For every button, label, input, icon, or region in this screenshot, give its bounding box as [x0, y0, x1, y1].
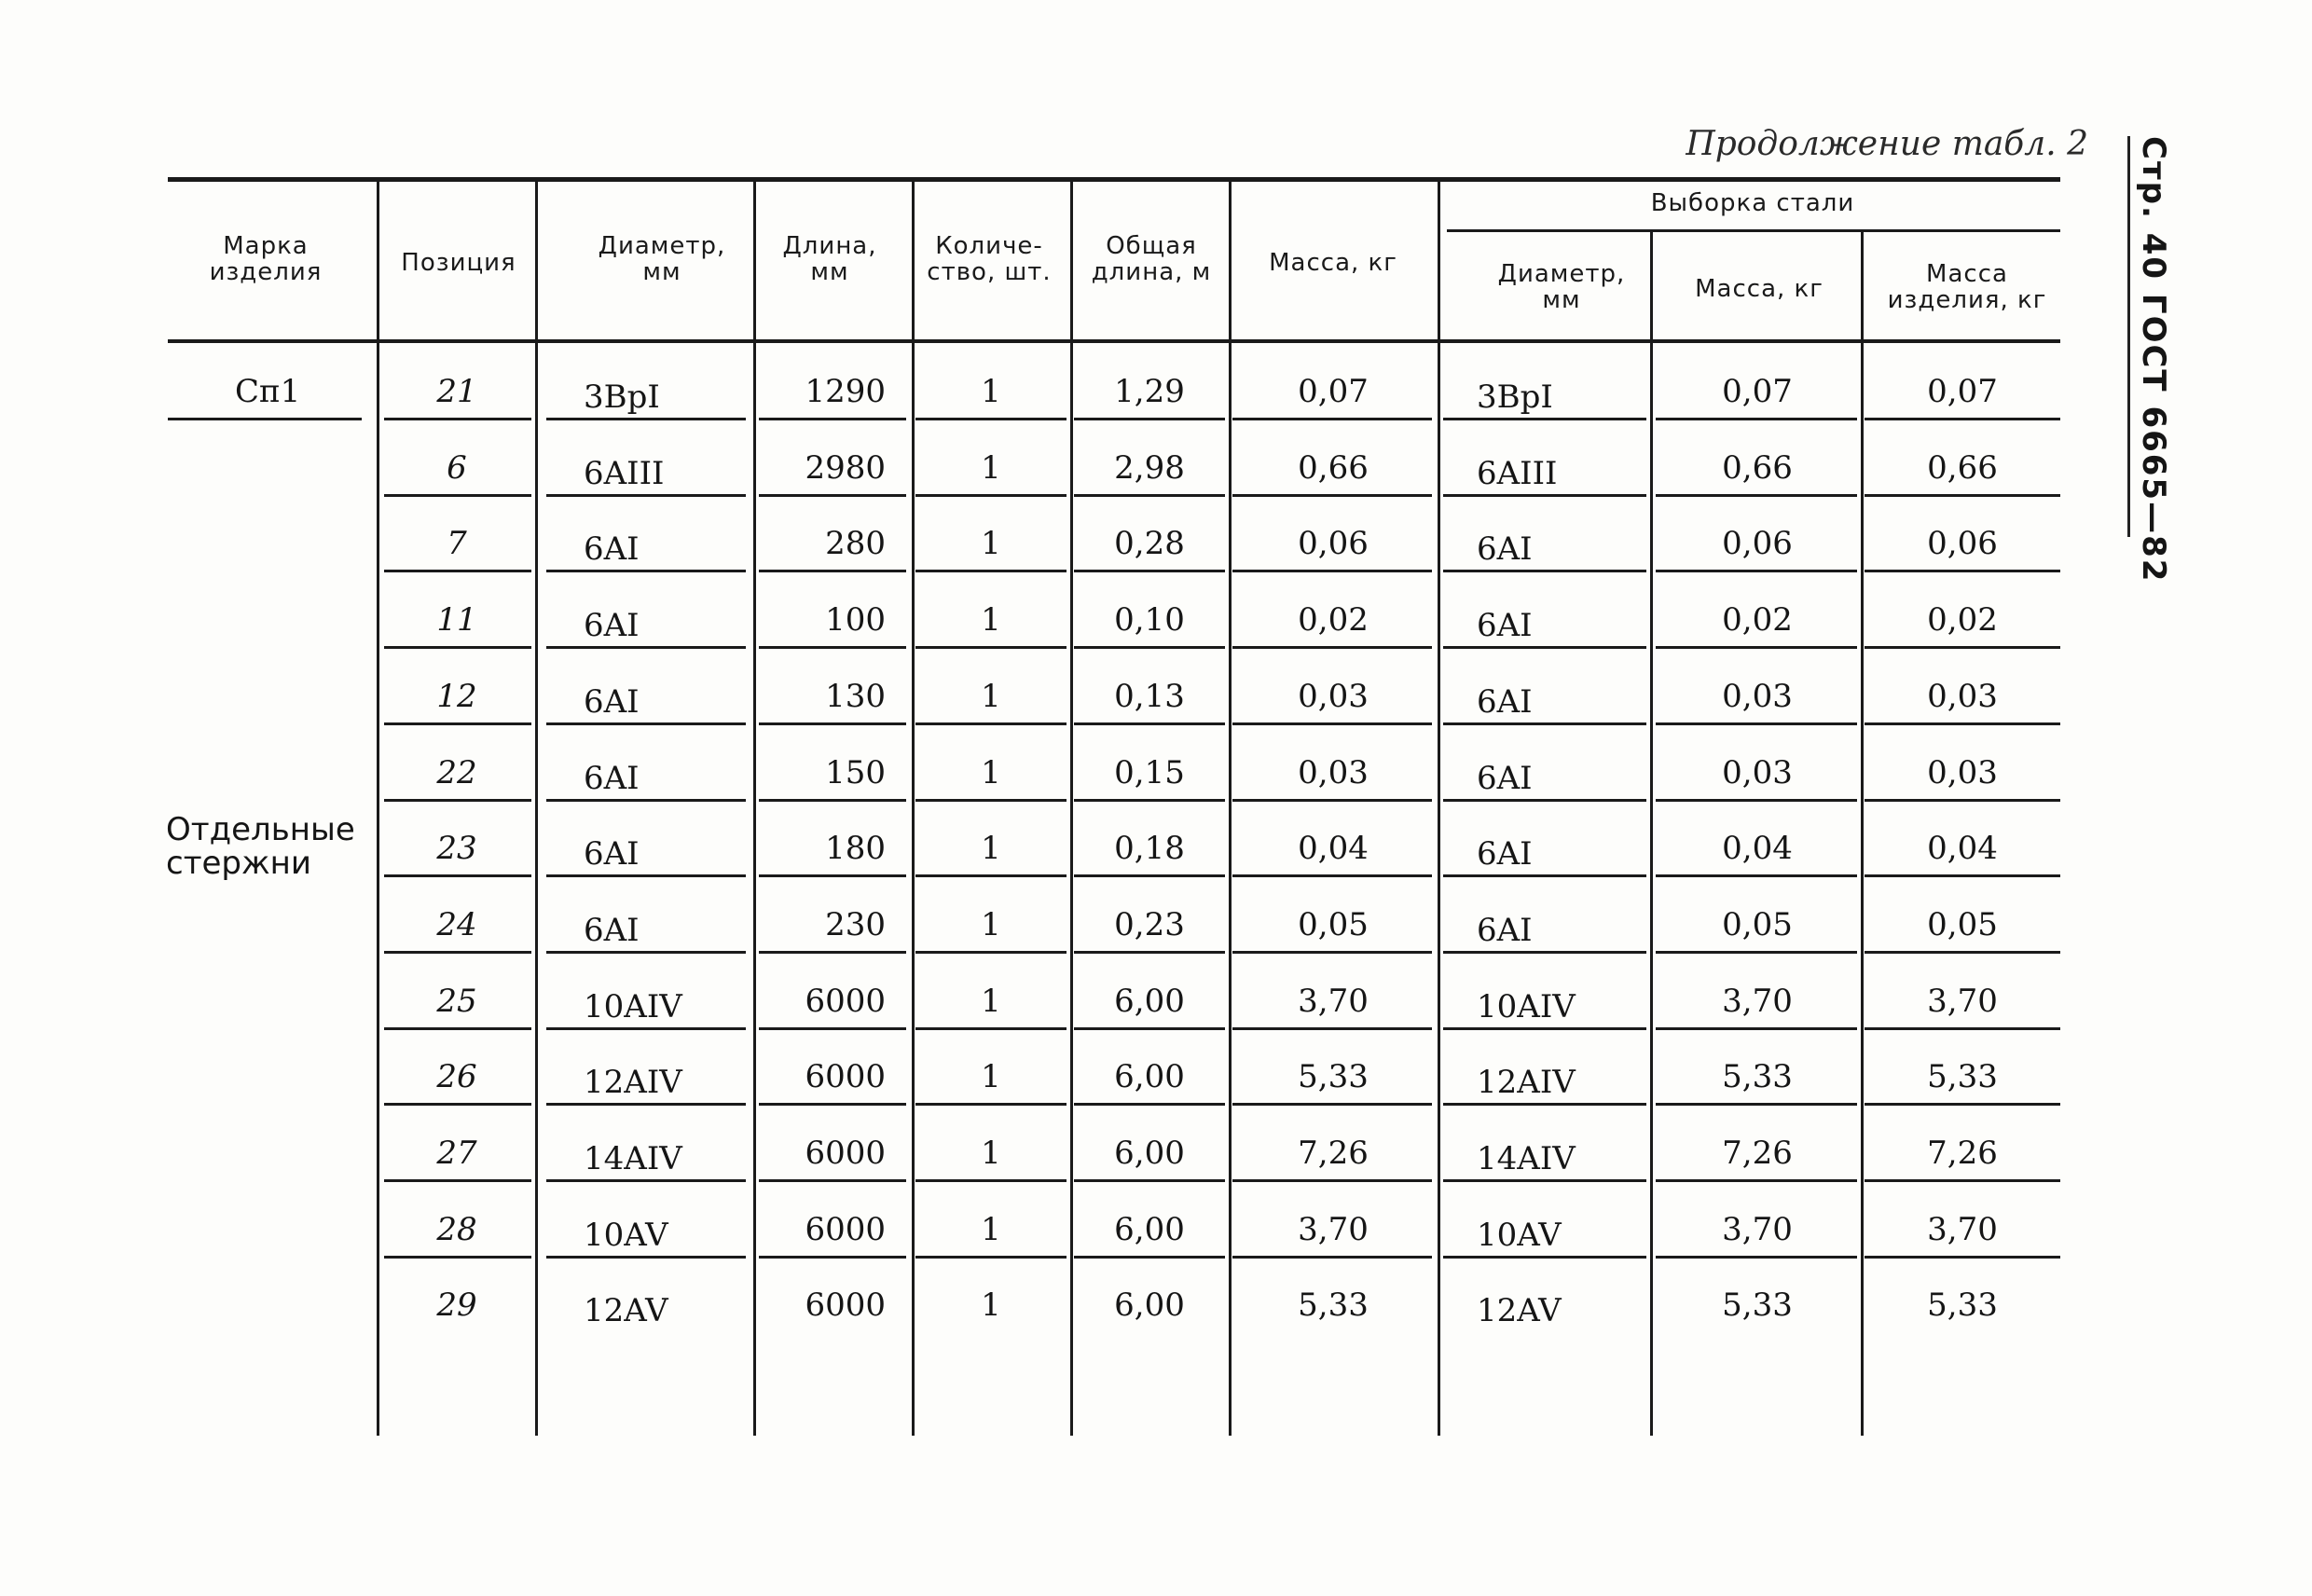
cell-total-length: 6,00 — [1114, 1286, 1185, 1325]
row-underline — [1232, 570, 1432, 572]
row-underline — [1074, 874, 1225, 877]
continuation-title: Продолжение табл. 2 — [1686, 125, 2088, 163]
cell-position: 24 — [436, 905, 477, 943]
cell-quantity: 1 — [981, 1135, 1001, 1172]
cell-position: 11 — [436, 601, 477, 640]
cell-sel-diameter: 12AIV — [1477, 1064, 1576, 1102]
cell-sel-diameter: 12AV — [1477, 1292, 1562, 1330]
cell-total-length: 6,00 — [1114, 982, 1185, 1020]
row-underline — [546, 874, 746, 877]
cell-mass: 0,02 — [1298, 601, 1369, 640]
col-divider-2 — [535, 182, 538, 1436]
side-page-header — [2131, 136, 2172, 584]
cell-sel-product-mass: 7,26 — [1927, 1135, 1998, 1172]
row-underline — [1865, 874, 2060, 877]
row-underline — [1656, 951, 1857, 954]
row-underline — [546, 1027, 746, 1030]
row-underline — [759, 418, 906, 420]
cell-sel-mass: 3,70 — [1722, 982, 1793, 1020]
cell-total-length: 6,00 — [1114, 1210, 1185, 1248]
row-underline — [1865, 1179, 2060, 1182]
row-underline — [915, 1179, 1067, 1182]
cell-quantity: 1 — [981, 905, 1001, 943]
cell-sel-mass: 0,07 — [1722, 373, 1793, 410]
cell-position: 28 — [436, 1210, 477, 1248]
row-underline — [759, 1179, 906, 1182]
row-underline — [546, 494, 746, 497]
row-underline — [546, 722, 746, 725]
row-underline — [546, 646, 746, 649]
row-underline — [915, 494, 1067, 497]
cell-diameter: 6AI — [584, 835, 640, 874]
cell-sel-diameter: 6AIII — [1477, 454, 1558, 492]
col-divider-6 — [1229, 182, 1232, 1436]
row-underline — [1443, 1256, 1646, 1259]
row-underline — [1232, 1027, 1432, 1030]
row-underline — [546, 799, 746, 802]
row-underline — [1074, 1103, 1225, 1106]
row-underline — [1656, 570, 1857, 572]
row-underline — [1865, 494, 2060, 497]
cell-sel-diameter: 6AI — [1477, 530, 1533, 569]
cell-quantity: 1 — [981, 677, 1001, 715]
row-underline — [1656, 799, 1857, 802]
cell-quantity: 1 — [981, 830, 1001, 868]
row-underline — [1443, 646, 1646, 649]
cell-sel-product-mass: 0,66 — [1927, 448, 1998, 487]
row-underline — [1074, 1256, 1225, 1259]
cell-quantity: 1 — [981, 1286, 1001, 1325]
cell-length: 6000 — [805, 982, 886, 1020]
row-underline — [1865, 1103, 2060, 1106]
row-underline — [1232, 874, 1432, 877]
row-underline — [1232, 418, 1432, 420]
row-underline — [759, 1256, 906, 1259]
cell-sel-product-mass: 0,05 — [1927, 905, 1998, 943]
cell-diameter: 6AIII — [584, 454, 665, 492]
row-underline — [915, 722, 1067, 725]
row-underline — [546, 1179, 746, 1182]
cell-mass: 0,03 — [1298, 677, 1369, 715]
row-underline — [384, 874, 531, 877]
cell-total-length: 0,15 — [1114, 753, 1185, 791]
row-underline — [546, 418, 746, 420]
row-underline — [915, 570, 1067, 572]
row-underline — [1443, 418, 1646, 420]
header-mark: Марка изделия — [209, 232, 323, 286]
cell-total-length: 6,00 — [1114, 1058, 1185, 1096]
cell-mass: 7,26 — [1298, 1135, 1369, 1172]
cell-length: 6000 — [805, 1058, 886, 1096]
cell-diameter: 6AI — [584, 530, 640, 569]
row-underline — [546, 951, 746, 954]
row-underline — [759, 874, 906, 877]
cell-length: 230 — [825, 905, 886, 943]
header-mass: Масса, кг — [1269, 249, 1397, 277]
col-divider-9 — [1861, 231, 1864, 1436]
row-underline — [1443, 1179, 1646, 1182]
row-underline — [915, 1027, 1067, 1030]
cell-total-length: 0,28 — [1114, 525, 1185, 563]
selection-group-rule — [1447, 229, 2060, 232]
cell-sel-mass: 5,33 — [1722, 1286, 1793, 1325]
cell-sel-mass: 0,03 — [1722, 753, 1793, 791]
header-total-length: Общая длина, м — [1091, 232, 1212, 286]
row-underline — [1232, 799, 1432, 802]
row-underline — [1074, 646, 1225, 649]
row-underline — [1443, 570, 1646, 572]
cell-diameter: 6AI — [584, 682, 640, 721]
row-underline — [1865, 1027, 2060, 1030]
cell-sel-mass: 0,05 — [1722, 905, 1793, 943]
row-underline — [1074, 570, 1225, 572]
row-underline — [759, 570, 906, 572]
cell-length: 100 — [825, 601, 886, 640]
cell-diameter: 14AIV — [584, 1140, 682, 1177]
row-underline — [384, 1179, 531, 1182]
cell-position: 25 — [436, 982, 477, 1020]
cell-sel-product-mass: 0,06 — [1927, 525, 1998, 563]
cell-position: 27 — [436, 1135, 477, 1172]
row-underline — [384, 951, 531, 954]
row-underline — [1656, 494, 1857, 497]
cell-mass: 0,03 — [1298, 753, 1369, 791]
row-underline — [1656, 1103, 1857, 1106]
cell-quantity: 1 — [981, 1058, 1001, 1096]
row-underline — [1232, 1256, 1432, 1259]
cell-total-length: 6,00 — [1114, 1135, 1185, 1172]
row-underline — [1232, 1103, 1432, 1106]
cell-sel-diameter: 6AI — [1477, 607, 1533, 645]
cell-mass: 0,05 — [1298, 905, 1369, 943]
cell-sel-diameter: 6AI — [1477, 682, 1533, 721]
row-underline — [915, 1103, 1067, 1106]
cell-diameter: 12AIV — [584, 1064, 682, 1102]
col-divider-8 — [1650, 231, 1653, 1436]
row-underline — [759, 1027, 906, 1030]
cell-position: 12 — [436, 677, 477, 715]
cell-sel-diameter: 14AIV — [1477, 1140, 1576, 1177]
group-label-separate-bars: Отдельные стержни — [166, 811, 355, 882]
cell-sel-product-mass: 5,33 — [1927, 1058, 1998, 1096]
cell-diameter: 12AV — [584, 1292, 668, 1330]
row-underline — [384, 494, 531, 497]
cell-position: 6 — [447, 448, 467, 487]
side-header-text: Стр. 40 ГОСТ 6665—82 — [2135, 136, 2172, 584]
cell-diameter: 10AV — [584, 1216, 668, 1254]
row-underline — [1656, 646, 1857, 649]
cell-length: 150 — [825, 753, 886, 791]
cell-sel-mass: 3,70 — [1722, 1210, 1793, 1248]
cell-mass: 0,66 — [1298, 448, 1369, 487]
row-underline — [1232, 1179, 1432, 1182]
row-underline — [1865, 722, 2060, 725]
row-underline — [1443, 799, 1646, 802]
row-underline — [915, 1256, 1067, 1259]
row-underline — [546, 570, 746, 572]
row-underline — [915, 799, 1067, 802]
row-underline — [384, 1256, 531, 1259]
row-underline — [1443, 874, 1646, 877]
cell-sel-mass: 5,33 — [1722, 1058, 1793, 1096]
header-bottom-rule — [168, 339, 2060, 343]
row-underline — [1865, 646, 2060, 649]
row-underline — [1865, 951, 2060, 954]
cell-mass: 5,33 — [1298, 1286, 1369, 1325]
col-divider-1 — [377, 182, 379, 1436]
row-underline — [1074, 1027, 1225, 1030]
row-underline — [759, 494, 906, 497]
header-sel-diameter: Диаметр, мм — [1497, 260, 1626, 314]
row-underline — [1232, 951, 1432, 954]
cell-mass: 0,06 — [1298, 525, 1369, 563]
row-underline — [1443, 1103, 1646, 1106]
row-underline — [1443, 951, 1646, 954]
cell-quantity: 1 — [981, 525, 1001, 563]
cell-sel-diameter: 6AI — [1477, 835, 1533, 874]
header-sel-product-mass: Масса изделия, кг — [1887, 260, 2047, 314]
cell-position: 26 — [436, 1058, 477, 1096]
row-underline — [759, 799, 906, 802]
cell-length: 2980 — [805, 448, 886, 487]
row-underline — [759, 1103, 906, 1106]
cell-diameter: 10AIV — [584, 987, 682, 1025]
row-underline — [1232, 722, 1432, 725]
row-underline — [1074, 1179, 1225, 1182]
row-underline — [1232, 646, 1432, 649]
cell-quantity: 1 — [981, 753, 1001, 791]
cell-sel-mass: 7,26 — [1722, 1135, 1793, 1172]
header-length: Длина, мм — [782, 232, 877, 286]
cell-sel-diameter: 6AI — [1477, 911, 1533, 949]
cell-total-length: 2,98 — [1114, 448, 1185, 487]
row-underline — [546, 1256, 746, 1259]
row-underline — [384, 1103, 531, 1106]
cell-total-length: 0,18 — [1114, 830, 1185, 868]
row-underline — [915, 418, 1067, 420]
row-underline — [546, 1103, 746, 1106]
row-underline — [759, 646, 906, 649]
cell-sel-mass: 0,02 — [1722, 601, 1793, 640]
row-underline — [915, 646, 1067, 649]
header-selection-group: Выборка стали — [1650, 189, 1855, 217]
row-underline — [1656, 1256, 1857, 1259]
cell-total-length: 0,10 — [1114, 601, 1185, 640]
cell-mass: 0,04 — [1298, 830, 1369, 868]
row-underline — [1656, 418, 1857, 420]
cell-sel-mass: 0,06 — [1722, 525, 1793, 563]
row-underline — [384, 799, 531, 802]
header-sel-mass: Масса, кг — [1695, 275, 1823, 303]
row-underline — [1656, 722, 1857, 725]
cell-sel-diameter: 3BpI — [1477, 378, 1553, 416]
row-underline — [384, 646, 531, 649]
cell-sel-diameter: 10AV — [1477, 1216, 1562, 1254]
cell-sel-product-mass: 0,02 — [1927, 601, 1998, 640]
row-underline — [1656, 1027, 1857, 1030]
cell-length: 6000 — [805, 1135, 886, 1172]
cell-total-length: 0,23 — [1114, 905, 1185, 943]
table-top-rule — [168, 177, 2060, 182]
cell-total-length: 1,29 — [1114, 373, 1185, 410]
cell-sel-product-mass: 3,70 — [1927, 1210, 1998, 1248]
row-underline — [1074, 722, 1225, 725]
row-underline — [1865, 799, 2060, 802]
cell-sel-mass: 0,66 — [1722, 448, 1793, 487]
cell-length: 280 — [825, 525, 886, 563]
row-underline — [915, 951, 1067, 954]
row-underline — [1074, 418, 1225, 420]
row-underline — [1865, 1256, 2060, 1259]
row-underline — [915, 874, 1067, 877]
row-underline — [384, 1027, 531, 1030]
header-position: Позиция — [401, 249, 516, 277]
row-underline — [1232, 494, 1432, 497]
group-sp1-underline — [168, 418, 362, 420]
row-underline — [1443, 722, 1646, 725]
row-underline — [1865, 418, 2060, 420]
col-divider-7 — [1438, 182, 1440, 1436]
cell-position: 23 — [436, 830, 477, 868]
cell-quantity: 1 — [981, 601, 1001, 640]
cell-position: 22 — [436, 753, 477, 791]
cell-position: 29 — [436, 1286, 477, 1325]
side-header-rule — [2127, 136, 2130, 537]
cell-quantity: 1 — [981, 448, 1001, 487]
cell-mass: 3,70 — [1298, 1210, 1369, 1248]
cell-quantity: 1 — [981, 373, 1001, 410]
cell-sel-product-mass: 0,03 — [1927, 677, 1998, 715]
row-underline — [1074, 494, 1225, 497]
cell-sel-product-mass: 5,33 — [1927, 1286, 1998, 1325]
cell-mass: 5,33 — [1298, 1058, 1369, 1096]
row-underline — [759, 951, 906, 954]
row-underline — [1074, 799, 1225, 802]
cell-sel-product-mass: 0,04 — [1927, 830, 1998, 868]
cell-length: 6000 — [805, 1286, 886, 1325]
row-underline — [384, 418, 531, 420]
cell-mass: 0,07 — [1298, 373, 1369, 410]
row-underline — [384, 570, 531, 572]
header-quantity: Количе- ство, шт. — [927, 232, 1052, 286]
row-underline — [1656, 1179, 1857, 1182]
row-underline — [1865, 570, 2060, 572]
header-diameter: Диаметр, мм — [598, 232, 726, 286]
cell-length: 130 — [825, 677, 886, 715]
cell-length: 6000 — [805, 1210, 886, 1248]
cell-sel-product-mass: 0,03 — [1927, 753, 1998, 791]
row-underline — [384, 722, 531, 725]
cell-position: 7 — [447, 525, 467, 563]
cell-quantity: 1 — [981, 982, 1001, 1020]
cell-sel-diameter: 6AI — [1477, 759, 1533, 797]
group-label-sp1: Сп1 — [235, 373, 301, 410]
cell-diameter: 6AI — [584, 607, 640, 645]
cell-sel-product-mass: 0,07 — [1927, 373, 1998, 410]
row-underline — [1443, 494, 1646, 497]
row-underline — [1074, 951, 1225, 954]
cell-length: 180 — [825, 830, 886, 868]
cell-diameter: 6AI — [584, 911, 640, 949]
cell-diameter: 6AI — [584, 759, 640, 797]
cell-total-length: 0,13 — [1114, 677, 1185, 715]
cell-quantity: 1 — [981, 1210, 1001, 1248]
cell-mass: 3,70 — [1298, 982, 1369, 1020]
cell-sel-mass: 0,03 — [1722, 677, 1793, 715]
cell-sel-product-mass: 3,70 — [1927, 982, 1998, 1020]
cell-diameter: 3BpI — [584, 378, 660, 416]
cell-position: 21 — [436, 373, 477, 410]
cell-length: 1290 — [805, 373, 886, 410]
cell-sel-mass: 0,04 — [1722, 830, 1793, 868]
row-underline — [759, 722, 906, 725]
row-underline — [1443, 1027, 1646, 1030]
row-underline — [1656, 874, 1857, 877]
cell-sel-diameter: 10AIV — [1477, 987, 1576, 1025]
